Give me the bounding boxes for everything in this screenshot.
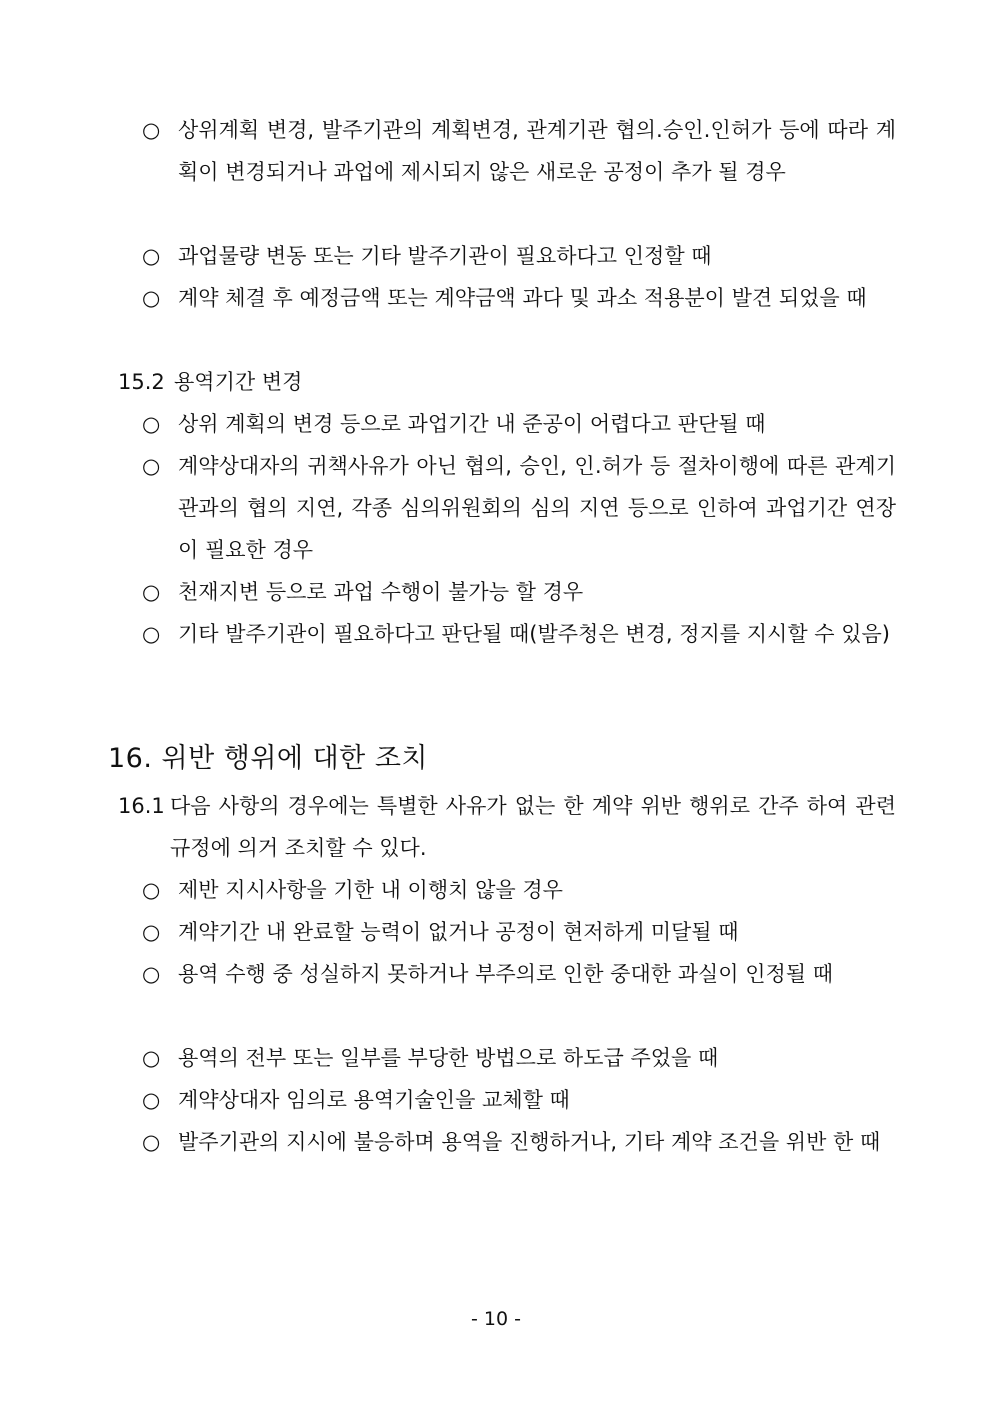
list-item-text: 용역 수행 중 성실하지 못하거나 부주의로 인한 중대한 과실이 인정될 때 — [178, 962, 834, 986]
page-number: - 10 - — [471, 1308, 521, 1330]
list-item-text: 계약기간 내 완료할 능력이 없거나 공정이 현저하게 미달될 때 — [178, 920, 739, 944]
list-item — [142, 613, 896, 655]
bullet-marker: ○ — [142, 1046, 161, 1070]
bullet-marker: ○ — [142, 118, 161, 142]
bullet-marker: ○ — [142, 622, 161, 646]
list-item-text: 계약상대자의 귀책사유가 아닌 협의, 승인, 인․허가 등 절차이행에 따른 관계기관과의 협의 지연, 각종 심의위원회의 심의 지연 등으로 인하여 과업기간 연장이 필요한 경우 — [178, 454, 896, 562]
bullet-marker: ○ — [142, 286, 161, 310]
list-item — [142, 953, 896, 995]
bullet-marker: ○ — [142, 962, 161, 986]
bullet-marker: ○ — [142, 1130, 161, 1154]
list-item-text: 용역의 전부 또는 일부를 부당한 방법으로 하도급 주었을 때 — [178, 1046, 719, 1070]
list-item-text: 상위 계획의 변경 등으로 과업기간 내 준공이 어렵다고 판단될 때 — [178, 412, 766, 436]
subsection-number: 16.1 — [118, 794, 165, 818]
list-item — [142, 1079, 896, 1121]
list-item-text: 상위계획 변경, 발주기관의 계획변경, 관계기관 협의․승인․인허가 등에 따라 계획이 변경되거나 과업에 제시되지 않은 새로운 공정이 추가 될 경우 — [178, 118, 896, 184]
list-item-text: 천재지변 등으로 과업 수행이 불가능 할 경우 — [178, 580, 584, 604]
list-item — [142, 235, 896, 277]
subsection-number: 15.2 — [118, 370, 165, 394]
subsection-title: 용역기간 변경 — [174, 370, 303, 394]
bullet-marker: ○ — [142, 1088, 161, 1112]
list-item — [142, 1037, 896, 1079]
list-item — [142, 869, 896, 911]
list-item-text: 발주기관의 지시에 불응하며 용역을 진행하거나, 기타 계약 조건을 위반 한 때 — [178, 1130, 881, 1154]
list-item — [142, 109, 896, 193]
section-heading-16: 16. 위반 행위에 대한 조치 — [108, 743, 429, 774]
bullet-marker: ○ — [142, 244, 161, 268]
list-item — [142, 1121, 896, 1163]
list-item-text: 과업물량 변동 또는 기타 발주기관이 필요하다고 인정할 때 — [178, 244, 712, 268]
list-item — [142, 403, 896, 445]
subsection-text: 다음 사항의 경우에는 특별한 사유가 없는 한 계약 위반 행위로 간주 하여 관련 규정에 의거 조치할 수 있다. — [170, 794, 896, 860]
subsection-16-1 — [118, 785, 896, 869]
list-item-text: 기타 발주기관이 필요하다고 판단될 때(발주청은 변경, 정지를 지시할 수 있음) — [178, 622, 891, 646]
list-item-text: 계약 체결 후 예정금액 또는 계약금액 과다 및 과소 적용분이 발견 되었을 때 — [178, 286, 867, 310]
list-item — [142, 445, 896, 571]
list-item — [142, 911, 896, 953]
bullet-marker: ○ — [142, 920, 161, 944]
list-item — [142, 277, 896, 319]
list-item-text: 계약상대자 임의로 용역기술인을 교체할 때 — [178, 1088, 570, 1112]
subsection-heading-15-2 — [118, 361, 896, 403]
list-item-text: 제반 지시사항을 기한 내 이행치 않을 경우 — [178, 878, 563, 902]
bullet-marker: ○ — [142, 878, 161, 902]
list-item — [142, 571, 896, 613]
bullet-marker: ○ — [142, 454, 161, 478]
bullet-marker: ○ — [142, 412, 161, 436]
bullet-marker: ○ — [142, 580, 161, 604]
